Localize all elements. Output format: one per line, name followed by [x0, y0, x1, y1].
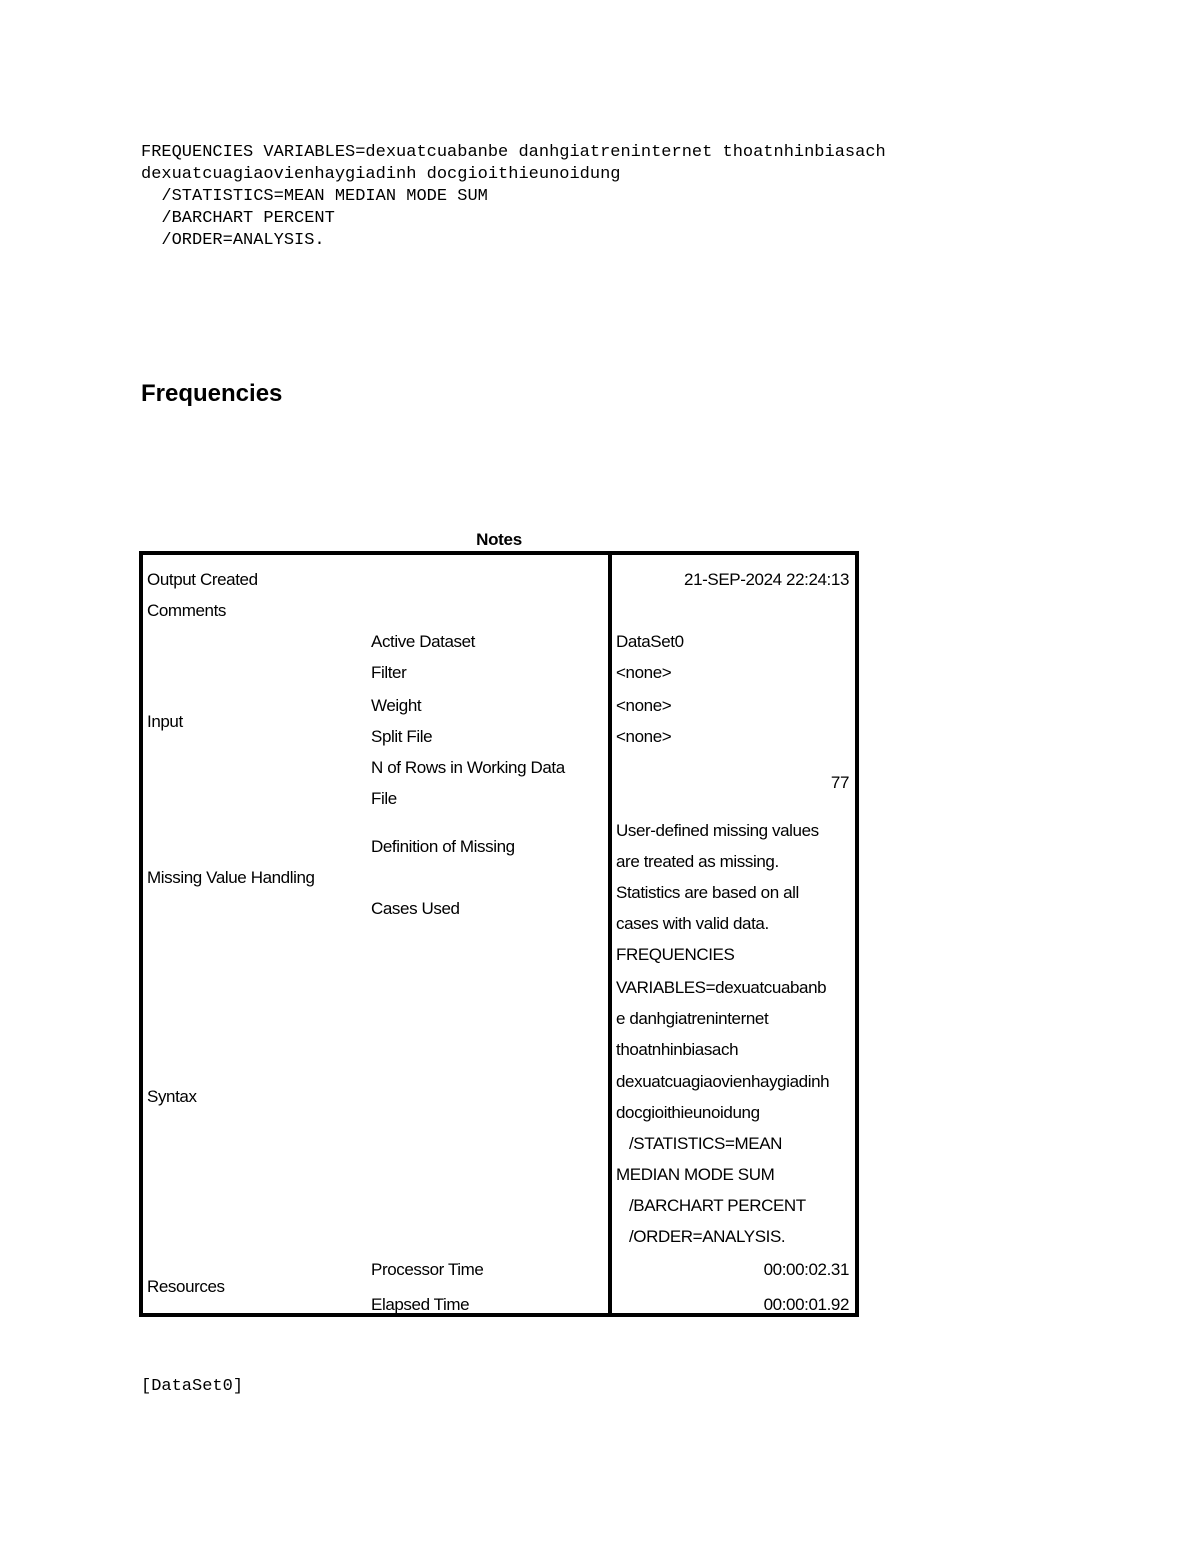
- syntax-command-block: FREQUENCIES VARIABLES=dexuatcuabanbe danhgiatreninternet thoatnhinbiasach dexuatcuagiaovienhaygiadinh docgioithieunoidung /STATISTICS=MEAN MEDIAN MODE SUM /BARCHART PERCENT /ORDER=ANALYSIS.: [141, 143, 886, 250]
- syntax-value-line: VARIABLES=dexuatcuabanb: [616, 978, 827, 997]
- syntax-value-line: docgioithieunoidung: [616, 1103, 760, 1122]
- notes-table-caption: Notes: [476, 530, 522, 549]
- filter-label: Filter: [371, 663, 407, 682]
- processor-time-label: Processor Time: [371, 1260, 484, 1279]
- output-created-label: Output Created: [147, 570, 258, 589]
- split-file-label: Split File: [371, 727, 433, 746]
- comments-label: Comments: [147, 601, 226, 620]
- column-divider: [608, 555, 612, 1313]
- cases-used-value-line1: Statistics are based on all: [616, 883, 799, 902]
- notes-table: [139, 551, 859, 1317]
- definition-of-missing-value-line1: User-defined missing values: [616, 821, 819, 840]
- syntax-value-line: e danhgiatreninternet: [616, 1009, 769, 1028]
- split-file-value: <none>: [616, 727, 672, 746]
- weight-label: Weight: [371, 696, 422, 715]
- elapsed-time-label: Elapsed Time: [371, 1295, 470, 1314]
- active-dataset-value: DataSet0: [616, 632, 684, 651]
- syntax-value-line: thoatnhinbiasach: [616, 1040, 739, 1059]
- processor-time-value: 00:00:02.31: [763, 1260, 849, 1279]
- n-rows-label-line1: N of Rows in Working Data: [371, 758, 565, 777]
- cases-used-label: Cases Used: [371, 899, 460, 918]
- syntax-value-line: FREQUENCIES: [616, 945, 735, 964]
- resources-label: Resources: [147, 1277, 225, 1296]
- syntax-value-line: /ORDER=ANALYSIS.: [616, 1227, 786, 1246]
- syntax-label: Syntax: [147, 1087, 197, 1106]
- active-dataset-label: Active Dataset: [371, 632, 476, 651]
- definition-of-missing-label: Definition of Missing: [371, 837, 515, 856]
- cases-used-value-line2: cases with valid data.: [616, 914, 769, 933]
- syntax-value-line: /STATISTICS=MEAN: [616, 1134, 783, 1153]
- active-dataset-tag: [DataSet0]: [141, 1377, 244, 1396]
- input-label: Input: [147, 712, 183, 731]
- elapsed-time-value: 00:00:01.92: [763, 1295, 849, 1314]
- section-heading: Frequencies: [141, 380, 283, 407]
- output-created-value: 21-SEP-2024 22:24:13: [684, 570, 849, 589]
- filter-value: <none>: [616, 663, 672, 682]
- weight-value: <none>: [616, 696, 672, 715]
- syntax-value-line: dexuatcuagiaovienhaygiadinh: [616, 1072, 830, 1091]
- syntax-value-line: /BARCHART PERCENT: [616, 1196, 806, 1215]
- n-rows-value: 77: [830, 773, 849, 792]
- syntax-value-line: MEDIAN MODE SUM: [616, 1165, 775, 1184]
- n-rows-label-line2: File: [371, 789, 397, 808]
- definition-of-missing-value-line2: are treated as missing.: [616, 852, 779, 871]
- missing-value-handling-label: Missing Value Handling: [147, 868, 315, 887]
